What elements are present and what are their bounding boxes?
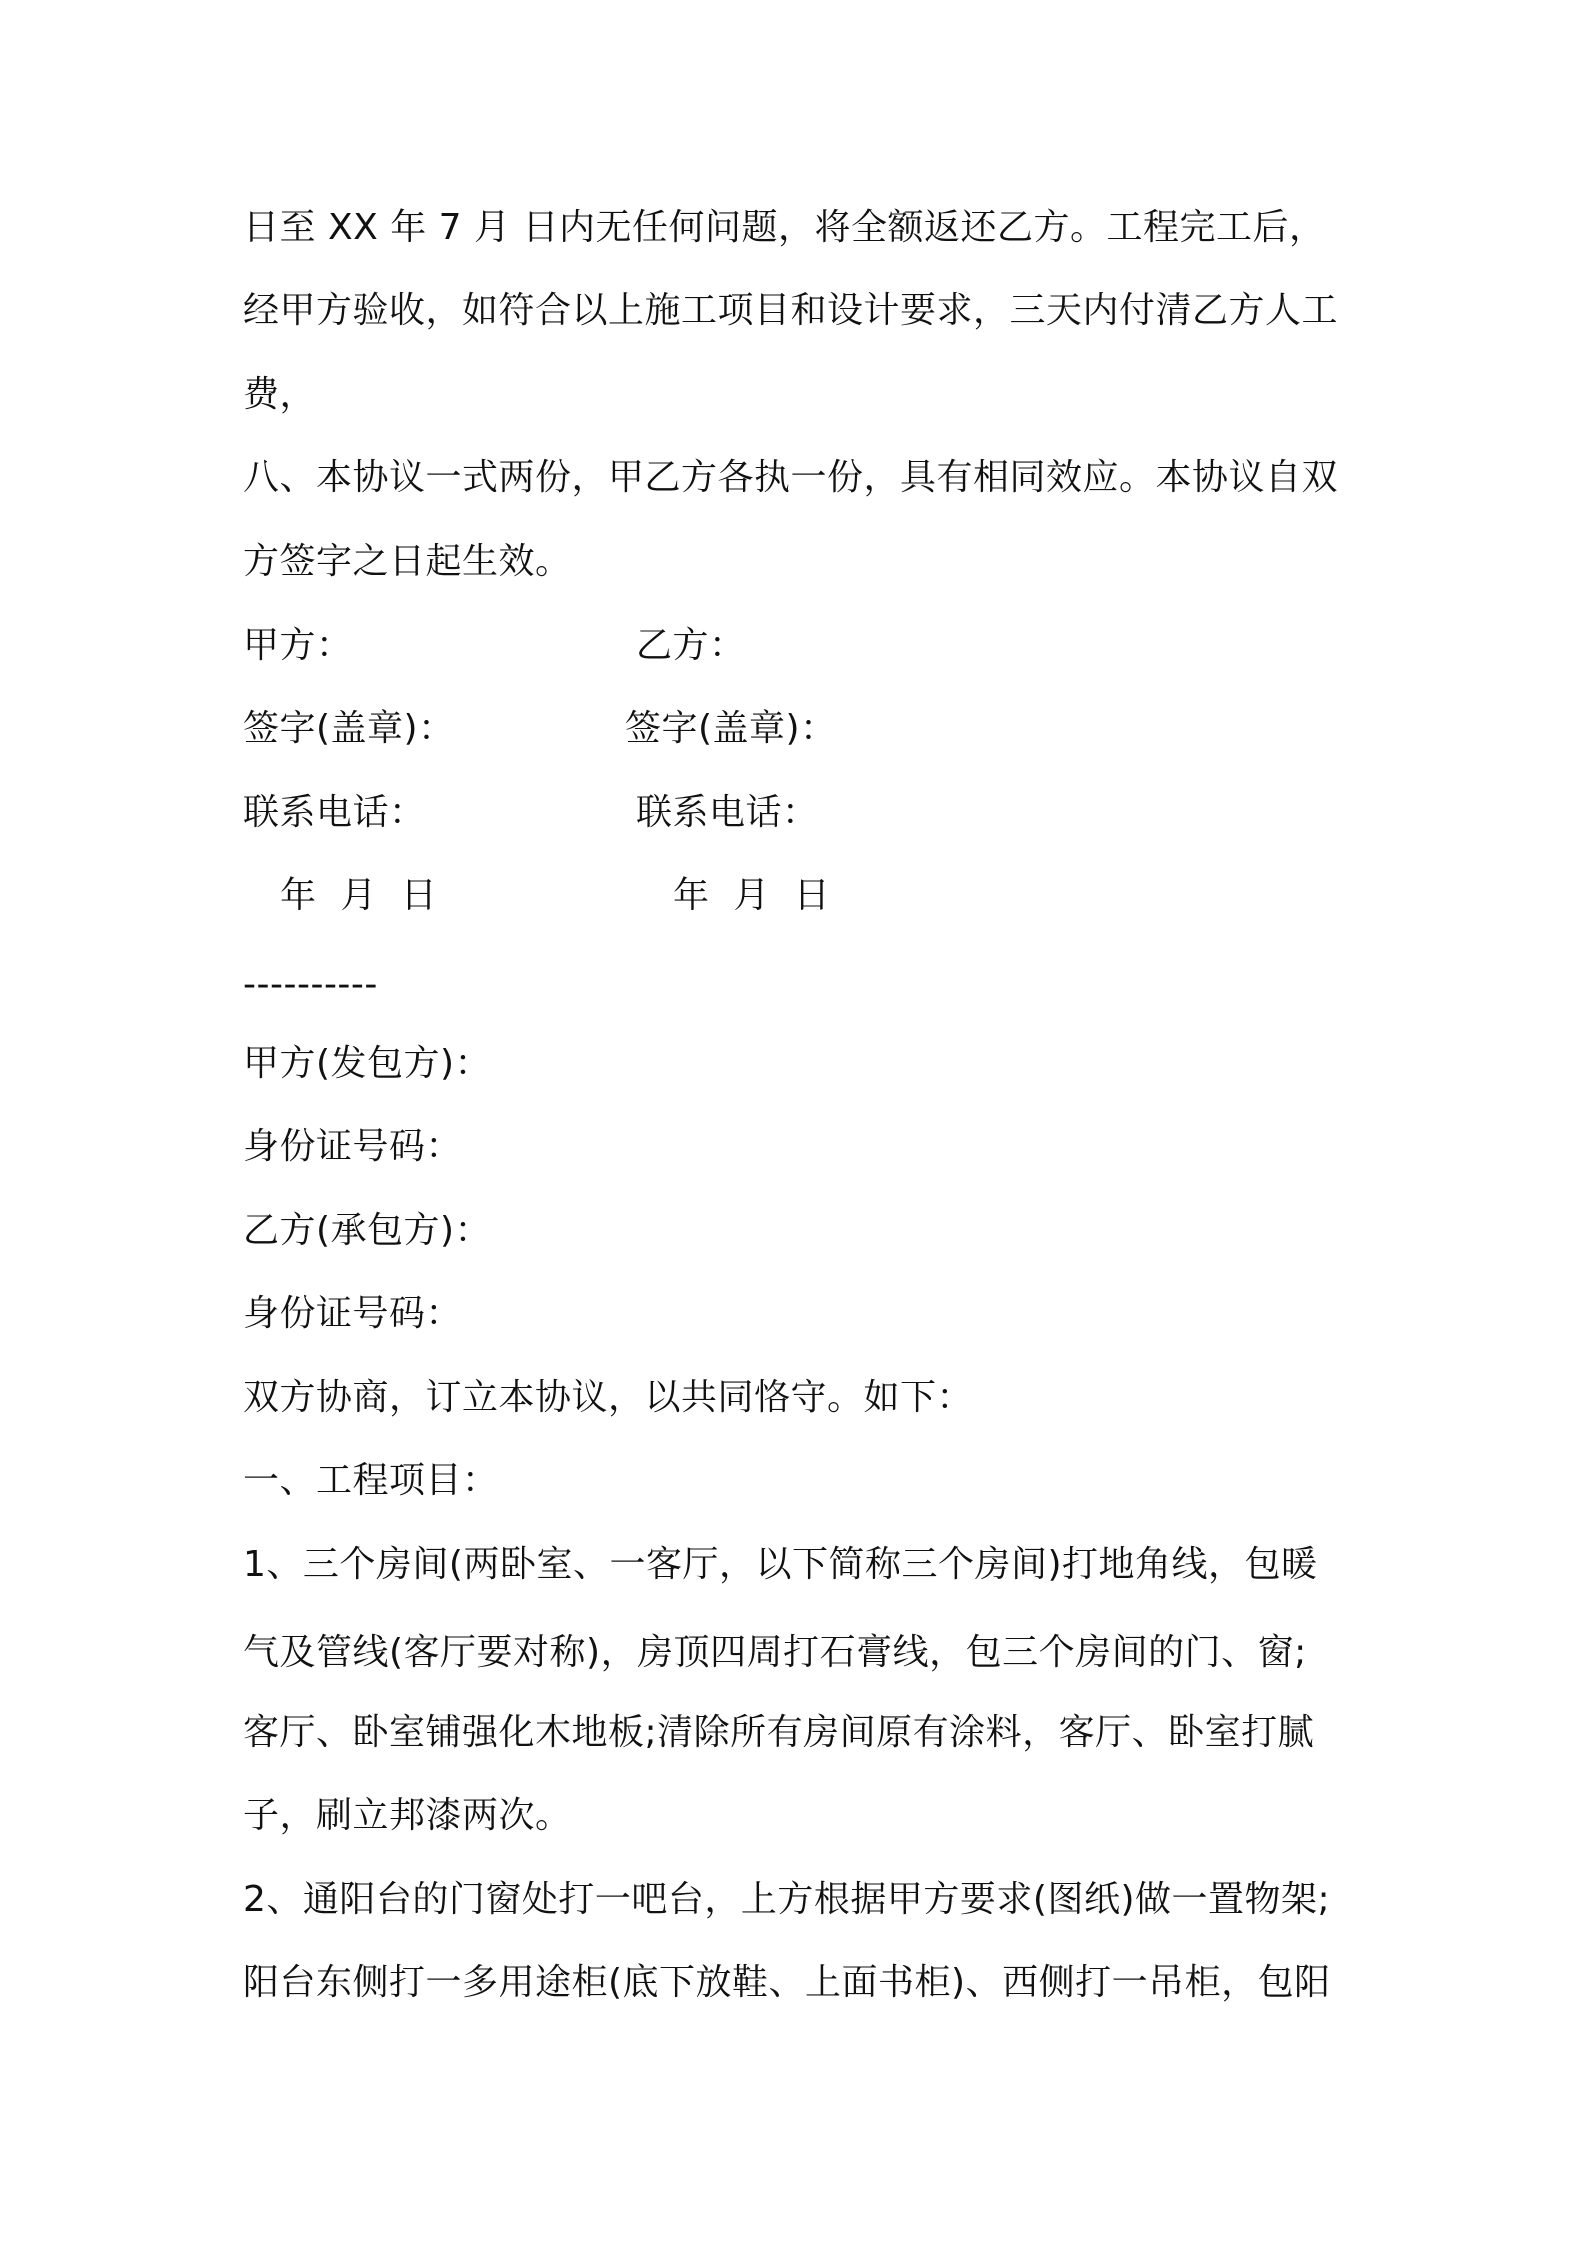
phone-b-label: 联系电话： bbox=[636, 792, 819, 833]
item-1-line-4: 子，刷立邦漆两次。 bbox=[243, 1795, 572, 1836]
section-heading-project: 一、工程项目： bbox=[243, 1460, 499, 1501]
party-b-label: 乙方： bbox=[636, 625, 746, 666]
paragraph-line-5: 方签字之日起生效。 bbox=[243, 541, 572, 582]
item-1-line-1: 1、三个房间(两卧室、一客厅，以下简称三个房间)打地角线，包暖 bbox=[243, 1544, 1318, 1585]
item-2-line-2: 阳台东侧打一多用途柜(底下放鞋、上面书柜)、西侧打一吊柜，包阳 bbox=[243, 1962, 1331, 2003]
item-2-line-1: 2、通阳台的门窗处打一吧台，上方根据甲方要求(图纸)做一置物架; bbox=[243, 1879, 1331, 1920]
contractor-id-label: 身份证号码： bbox=[243, 1293, 463, 1334]
employer-id-label: 身份证号码： bbox=[243, 1126, 463, 1167]
agreement-intro: 双方协商，订立本协议，以共同恪守。如下： bbox=[243, 1377, 974, 1418]
section-separator: ---------- bbox=[243, 964, 378, 1005]
item-1-line-2: 气及管线(客厅要对称)，房顶四周打石膏线，包三个房间的门、窗; bbox=[243, 1632, 1307, 1673]
contractor-label: 乙方(承包方)： bbox=[243, 1210, 492, 1251]
date-b: 年 月 日 bbox=[673, 875, 831, 916]
employer-label: 甲方(发包方)： bbox=[243, 1043, 492, 1084]
party-a-label: 甲方： bbox=[243, 625, 353, 666]
phone-a-label: 联系电话： bbox=[243, 792, 426, 833]
item-1-line-3: 客厅、卧室铺强化木地板;清除所有房间原有涂料，客厅、卧室打腻 bbox=[243, 1712, 1315, 1753]
date-a: 年 月 日 bbox=[280, 875, 438, 916]
sign-b-label: 签字(盖章)： bbox=[625, 708, 837, 749]
paragraph-line-4: 八、本协议一式两份，甲乙方各执一份，具有相同效应。本协议自双 bbox=[243, 457, 1339, 498]
paragraph-line-3: 费， bbox=[243, 374, 317, 415]
paragraph-line-2: 经甲方验收，如符合以上施工项目和设计要求，三天内付清乙方人工 bbox=[243, 290, 1339, 331]
paragraph-line-1: 日至 XX 年 7 月 日内无任何问题，将全额返还乙方。工程完工后， bbox=[243, 207, 1326, 248]
sign-a-label: 签字(盖章)： bbox=[243, 708, 455, 749]
